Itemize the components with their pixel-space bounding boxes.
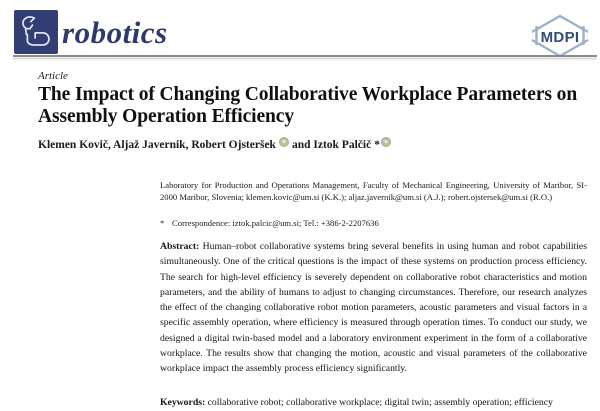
orcid-icon[interactable] bbox=[279, 137, 289, 147]
keywords-label: Keywords: bbox=[160, 397, 206, 408]
journal-name: robotics bbox=[62, 15, 168, 50]
authors-line bbox=[38, 137, 590, 151]
abstract-label: Abstract: bbox=[160, 241, 200, 252]
corresponding-author-marker: * bbox=[374, 139, 380, 151]
correspondence-marker: * bbox=[160, 217, 165, 228]
title-line-1: The Impact of Changing Collaborative Workplace Parameters on bbox=[38, 84, 578, 105]
mdpi-hexagon-icon bbox=[527, 12, 593, 60]
article-type-label: Article bbox=[38, 70, 68, 82]
abstract-text: Human–robot collaborative systems bring several benefits in using human and robot capabilities simultaneously. One of the critical questions is the impact of these systems on production process efficiency. The search for high-level efficiency is severely dependent on collaborative robot characteristics and motion parameters, and the ability of humans to adjust to changing circumstances. Therefore, our research analyzes the effect of the changing collaborative robot motion parameters, acoustic parameters and visual factors in a specific assembly operation, where efficiency is measured through operation times. To conduct our study, we designed a digital twin-based model and a laboratory environment experiment in the form of a collaborative workplace. The results show that changing the motion, acoustic and visual parameters of the collaborative workplace impact the assembly process efficiency significantly. bbox=[160, 241, 587, 375]
orcid-icon[interactable] bbox=[381, 137, 391, 147]
authors-group-2: and Iztok Palčič bbox=[291, 139, 372, 151]
abstract-paragraph bbox=[160, 239, 587, 377]
title-line-2: Assembly Operation Efficiency bbox=[38, 106, 294, 127]
mdpi-wordmark: MDPI bbox=[540, 29, 580, 46]
robotics-journal-logo bbox=[14, 10, 58, 54]
page-title bbox=[38, 84, 590, 128]
keywords-text: collaborative robot; collaborative workplace; digital twin; assembly operation; efficiency bbox=[207, 397, 553, 408]
affiliation-text: Laboratory for Production and Operations Management, Faculty of Mechanical Engineering, University of Maribor, SI-2000 Maribor, Slovenia; klemen.kovic@um.si (K.K.); aljaz.javernik@um.si (A.J.); robert.ojstersek@um.si (R.O.) bbox=[160, 180, 587, 203]
correspondence-text: Correspondence: iztok.palcic@um.si; Tel.: +386-2-2207636 bbox=[172, 217, 379, 228]
keywords-line bbox=[160, 396, 592, 409]
authors-group-1: Klemen Kovič, Aljaž Javernik, Robert Ojsteršek bbox=[38, 139, 276, 151]
header-divider bbox=[13, 55, 597, 57]
correspondence-line bbox=[160, 217, 587, 229]
robot-arm-icon bbox=[17, 13, 55, 51]
